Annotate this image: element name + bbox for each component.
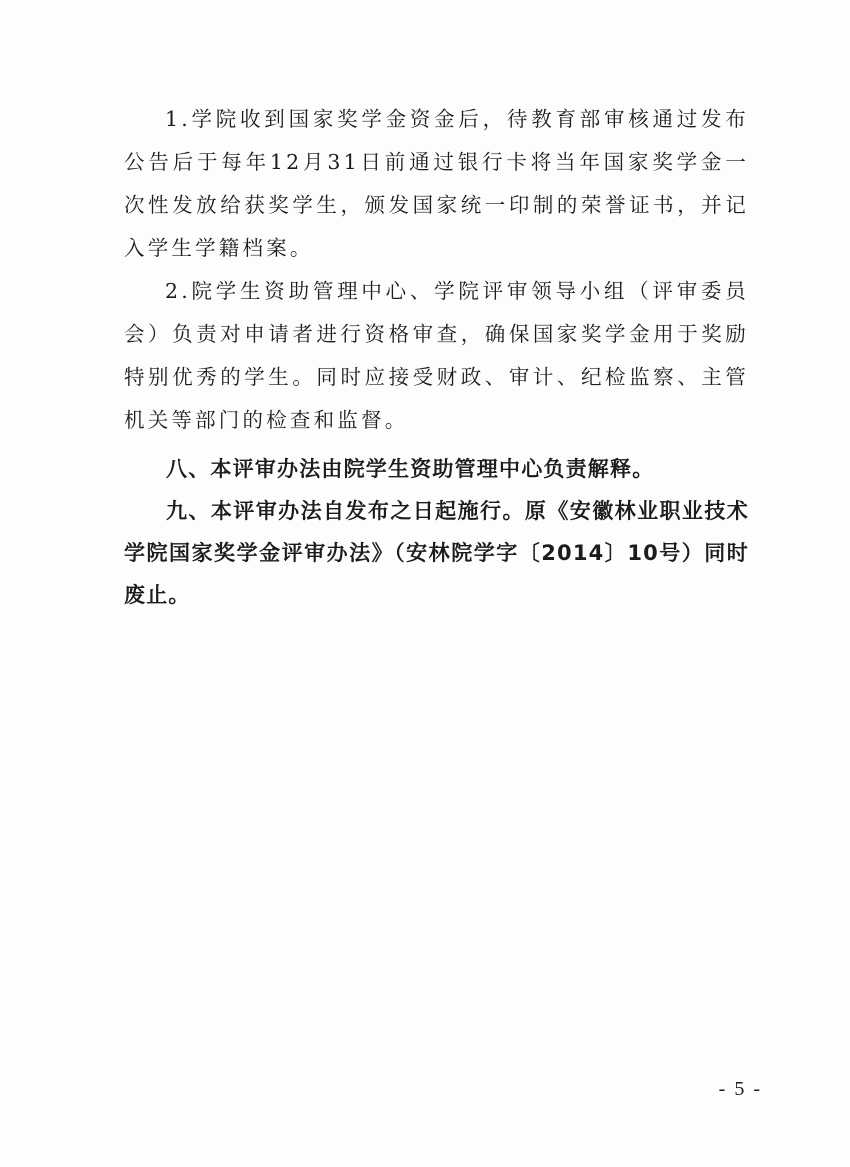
paragraph-item-2: 2.院学生资助管理中心、学院评审领导小组（评审委员会）负责对申请者进行资格审查，确保国家奖学金用于奖励特别优秀的学生。同时应接受财政、审计、纪检监察、主管机关等部门的检查和监督。 [124, 279, 749, 432]
paragraph-item-1: 1.学院收到国家奖学金资金后，待教育部审核通过发布公告后于每年12月31日前通过银行卡将当年国家奖学金一次性发放给获奖学生，颁发国家统一印制的荣誉证书，并记入学生学籍档案。 [124, 107, 749, 260]
article-nine: 九、本评审办法自发布之日起施行。原《安徽林业职业技术学院国家奖学金评审办法》（安林院学字〔2014〕10号）同时废止。 [124, 499, 749, 607]
page-number: - 5 - [718, 1078, 762, 1100]
document-body [124, 98, 749, 616]
article-eight: 八、本评审办法由院学生资助管理中心负责解释。 [166, 457, 655, 481]
